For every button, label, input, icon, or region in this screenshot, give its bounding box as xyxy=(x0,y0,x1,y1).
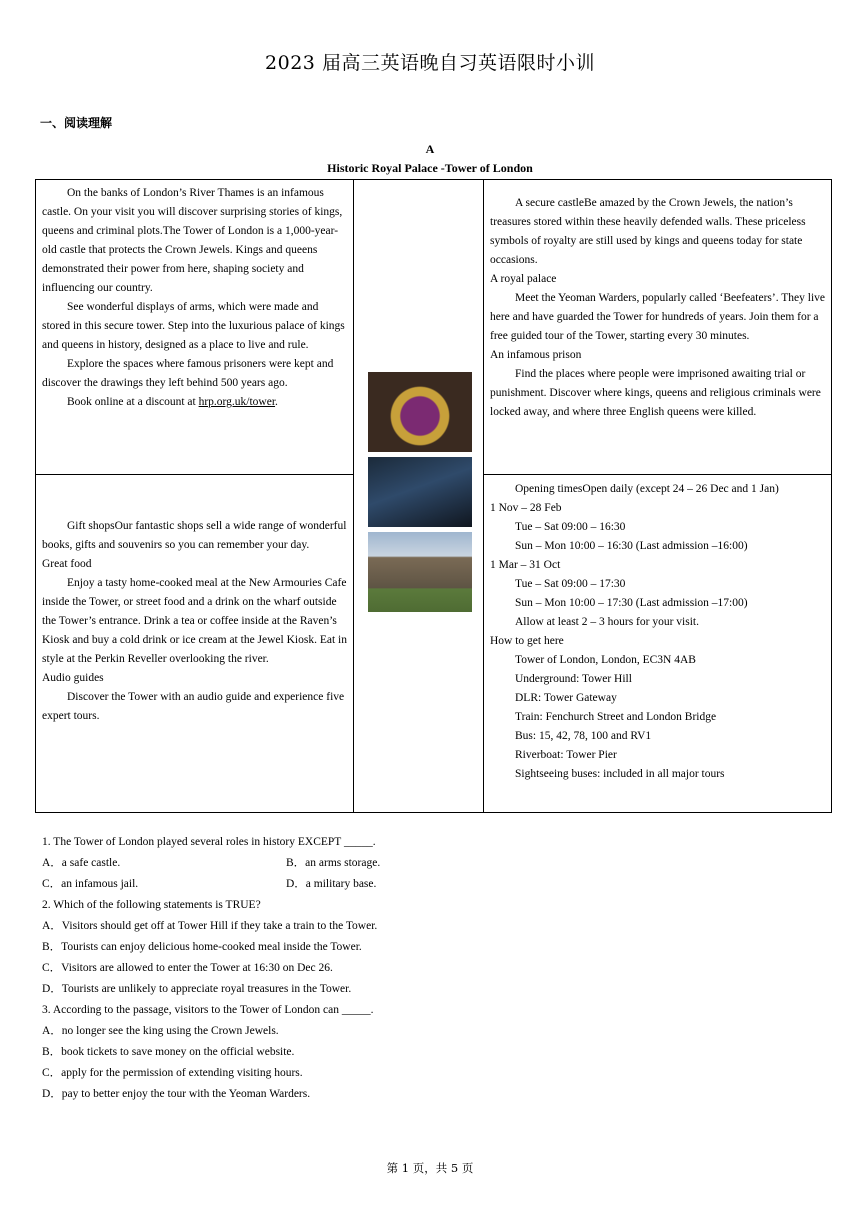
option: A．Visitors should get off at Tower Hill if they take a train to the Tower. xyxy=(42,920,378,932)
cell-intro xyxy=(36,180,354,475)
subheading: Audio guides xyxy=(42,672,104,684)
subheading: Great food xyxy=(42,558,92,570)
question-stem: 2. Which of the following statements is TRUE? xyxy=(42,899,261,911)
direction-line: Train: Fenchurch Street and London Bridge xyxy=(515,711,717,723)
cell-castle xyxy=(484,180,832,475)
paragraph: Explore the spaces where famous prisoners were kept and discover the drawings they left behind 500 years ago. xyxy=(42,358,334,389)
hours-line: Tue – Sat 09:00 – 17:30 xyxy=(515,578,626,590)
paragraph: A secure castleBe amazed by the Crown Jewels, the nation’s treasures stored within these heavily defended walls. These priceless symbols of royalty are still used by kings and queens today for state occasions. xyxy=(490,197,806,266)
paragraph: Enjoy a tasty home-cooked meal at the New Armouries Cafe inside the Tower, or street food and a drink on the wharf outside the Tower’s entrance. Drink a tea or coffee inside at the Raven’s Kiosk and buy a cold drink or ice cream at the Jewel Kiosk. Eat in style at the Perkin Reveller overlooking the river. xyxy=(42,577,347,665)
option: C．apply for the permission of extending visiting hours. xyxy=(42,1067,303,1079)
website-link[interactable]: hrp.org.uk/tower xyxy=(198,396,276,408)
passage-letter: A xyxy=(425,142,435,156)
passage-table xyxy=(35,179,832,813)
subheading: 1 Nov – 28 Feb xyxy=(490,502,562,514)
option: D．pay to better enjoy the tour with the Yeoman Warders. xyxy=(42,1088,311,1100)
paragraph: Discover the Tower with an audio guide and experience five expert tours. xyxy=(42,691,345,722)
image-column xyxy=(354,180,484,813)
direction-line: Bus: 15, 42, 78, 100 and RV1 xyxy=(515,730,652,742)
option: C．Visitors are allowed to enter the Tower at 16:30 on Dec 26. xyxy=(42,962,333,974)
option-row xyxy=(42,874,822,895)
sword-display-photo xyxy=(368,457,472,527)
option: C．an infamous jail. xyxy=(42,878,139,890)
direction-line: Sightseeing buses: included in all major tours xyxy=(515,768,725,780)
option: B．an arms storage. xyxy=(286,857,381,869)
questions xyxy=(42,832,822,1105)
option: D．Tourists are unlikely to appreciate royal treasures in the Tower. xyxy=(42,983,352,995)
direction-line: Riverboat: Tower Pier xyxy=(515,749,617,761)
option: A．a safe castle. xyxy=(42,857,121,869)
option: D．a military base. xyxy=(286,878,377,890)
paragraph: See wonderful displays of arms, which were made and stored in this secure tower. Step into the luxurious palace of kings and queens in history, designed as a place to live and rule. xyxy=(42,301,345,351)
hours-line: Sun – Mon 10:00 – 16:30 (Last admission –16:00) xyxy=(515,540,748,552)
paragraph: Gift shopsOur fantastic shops sell a wide range of wonderful books, gifts and souvenirs so you can remember your day. xyxy=(42,520,347,551)
option: B．book tickets to save money on the official website. xyxy=(42,1046,295,1058)
cell-visit-info xyxy=(484,475,832,813)
direction-line: Tower of London, London, EC3N 4AB xyxy=(515,654,696,666)
paragraph: Find the places where people were imprisoned awaiting trial or punishment. Discover where kings, queens and religious criminals were locked away, and where three English queens were killed. xyxy=(490,368,821,418)
page-title: 2023 届高三英语晚自习英语限时小训 xyxy=(265,52,595,74)
subheading: A royal palace xyxy=(490,273,557,285)
cell-facilities xyxy=(36,475,354,813)
question-stem: 1. The Tower of London played several roles in history EXCEPT _____. xyxy=(42,836,376,848)
crown-jewels-photo xyxy=(368,372,472,452)
hours-line: Sun – Mon 10:00 – 17:30 (Last admission –17:00) xyxy=(515,597,748,609)
subheading: How to get here xyxy=(490,635,564,647)
passage-heading: Historic Royal Palace -Tower of London xyxy=(327,161,533,175)
direction-line: Underground: Tower Hill xyxy=(515,673,632,685)
subheading: 1 Mar – 31 Oct xyxy=(490,559,561,571)
paragraph: Book online at a discount at hrp.org.uk/tower. xyxy=(67,396,278,408)
direction-line: DLR: Tower Gateway xyxy=(515,692,617,704)
option-row xyxy=(42,853,822,874)
option: A．no longer see the king using the Crown Jewels. xyxy=(42,1025,279,1037)
tower-of-london-photo xyxy=(368,532,472,612)
question-stem: 3. According to the passage, visitors to the Tower of London can _____. xyxy=(42,1004,374,1016)
visit-duration: Allow at least 2 – 3 hours for your visit. xyxy=(515,616,699,628)
paragraph: On the banks of London’s River Thames is an infamous castle. On your visit you will discover surprising stories of kings, queens and criminal plots.The Tower of London is a 1,000-year-old castle that protects the Crown Jewels. Kings and queens demonstrated their power from here, shaping society and influencing our country. xyxy=(42,187,343,294)
subheading: An infamous prison xyxy=(490,349,582,361)
option: B．Tourists can enjoy delicious home-cooked meal inside the Tower. xyxy=(42,941,362,953)
page-footer: 第 1 页，共 5 页 xyxy=(386,1161,474,1175)
section-heading: 一、阅读理解 xyxy=(40,116,113,130)
hours-line: Tue – Sat 09:00 – 16:30 xyxy=(515,521,626,533)
paragraph: Meet the Yeoman Warders, popularly called ‘Beefeaters’. They live here and have guarded the Tower for hundreds of years. Join them for a free guided tour of the Tower, starting every 30 minutes. xyxy=(490,292,826,342)
paragraph: Opening timesOpen daily (except 24 – 26 Dec and 1 Jan) xyxy=(515,483,779,495)
